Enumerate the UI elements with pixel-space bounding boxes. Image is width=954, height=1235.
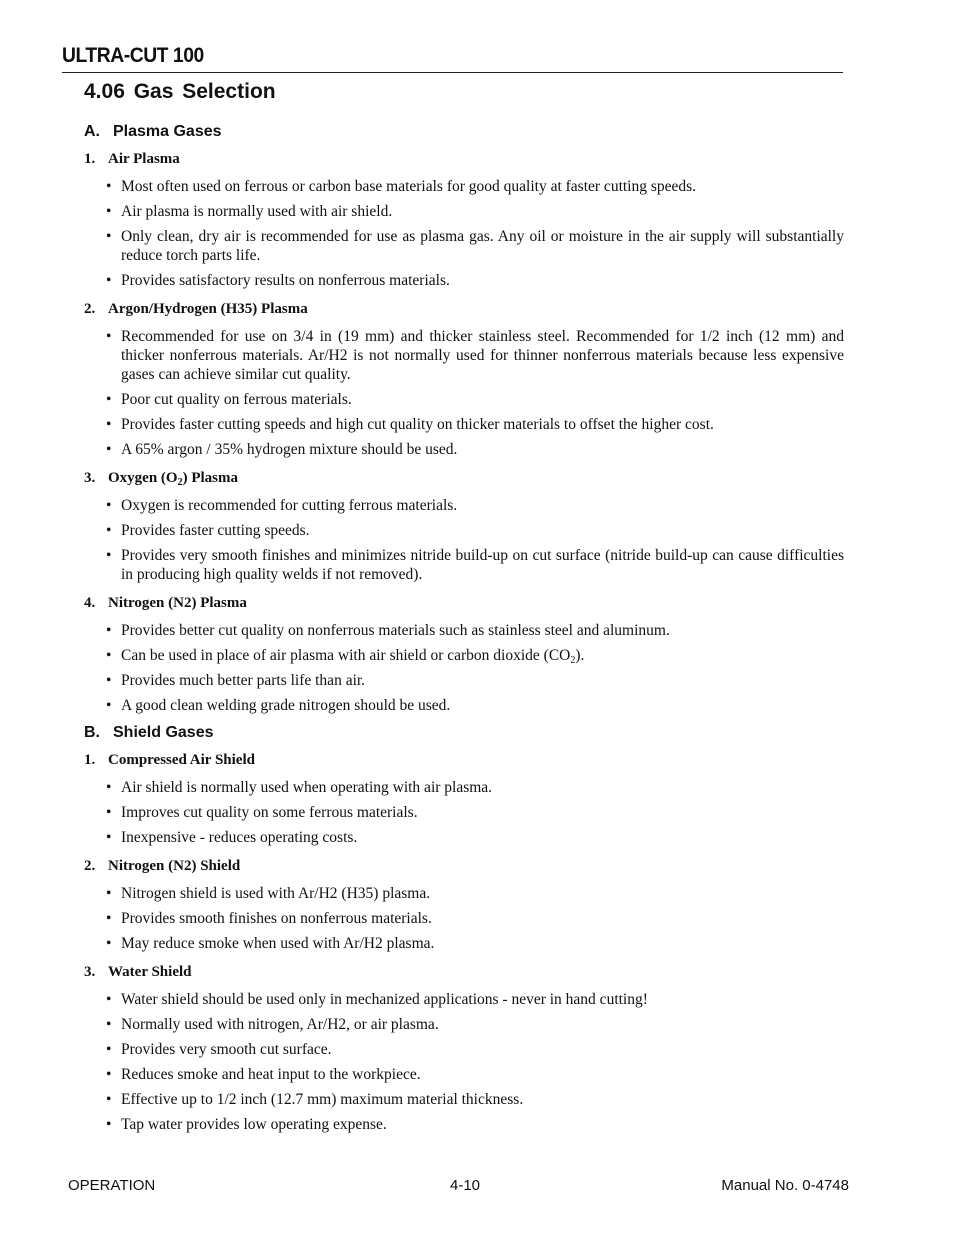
- gas-title: Argon/Hydrogen (H35) Plasma: [108, 301, 308, 317]
- bullet-icon: •: [106, 272, 112, 289]
- bullet-list: [84, 174, 844, 290]
- subsection-letter: B.: [84, 724, 100, 741]
- list-item: [84, 202, 844, 221]
- bullet-text: Provides better cut quality on nonferrous materials such as stainless steel and aluminum.: [121, 622, 670, 639]
- bullet-icon: •: [106, 1041, 112, 1058]
- bullet-text-pre: Can be used in place of air plasma with air shield or carbon dioxide (CO: [121, 647, 571, 664]
- list-item: [84, 546, 844, 584]
- gas-title-subscript: 2: [177, 477, 183, 488]
- bullet-text: Air shield is normally used when operating with air plasma.: [121, 779, 493, 796]
- bullet-icon: •: [106, 328, 112, 345]
- list-item: [84, 696, 844, 715]
- bullet-icon: •: [106, 391, 112, 408]
- bullet-text: Water shield should be used only in mechanized applications - never in hand cutting!: [121, 991, 648, 1008]
- gas-number: 3.: [84, 470, 96, 486]
- bullet-icon: •: [106, 1091, 112, 1108]
- gas-heading: [84, 296, 844, 324]
- gas-title: Air Plasma: [108, 151, 180, 167]
- list-item: [84, 909, 844, 928]
- bullet-text: Nitrogen shield is used with Ar/H2 (H35) plasma.: [121, 885, 431, 902]
- bullet-icon: •: [106, 1066, 112, 1083]
- bullet-text: Normally used with nitrogen, Ar/H2, or air plasma.: [121, 1016, 439, 1033]
- bullet-text: Poor cut quality on ferrous materials.: [121, 391, 352, 408]
- footer-page-number: 4-10: [450, 1177, 481, 1194]
- gas-number: 3.: [84, 964, 96, 980]
- bullet-icon: •: [106, 228, 112, 245]
- gas-number: 1.: [84, 151, 96, 167]
- list-item: [84, 1015, 844, 1034]
- bullet-text-post: ).: [575, 647, 585, 664]
- document-content: [84, 120, 844, 1140]
- bullet-icon: •: [106, 697, 112, 714]
- bullet-icon: •: [106, 910, 112, 927]
- list-item: [84, 1090, 844, 1109]
- bullet-list: [84, 618, 844, 715]
- bullet-list: [84, 987, 844, 1134]
- list-item: [84, 496, 844, 515]
- list-item: [84, 828, 844, 847]
- gas-title-pre: Oxygen (O: [108, 470, 178, 486]
- bullet-text: Provides very smooth cut surface.: [121, 1041, 332, 1058]
- bullet-list: [84, 775, 844, 847]
- list-item: [84, 990, 844, 1009]
- bullet-text: Provides faster cutting speeds and high cut quality on thicker materials to offset the higher cost.: [121, 416, 714, 433]
- list-item: [84, 521, 844, 540]
- subsection-title: Plasma Gases: [113, 123, 222, 140]
- subsection-heading: [84, 721, 844, 747]
- bullet-icon: •: [106, 885, 112, 902]
- bullet-list: [84, 881, 844, 953]
- bullet-text: Provides faster cutting speeds.: [121, 522, 310, 539]
- footer-section: OPERATION: [68, 1177, 156, 1194]
- bullet-text: Effective up to 1/2 inch (12.7 mm) maximum material thickness.: [121, 1091, 524, 1108]
- gas-heading: [84, 465, 844, 493]
- bullet-icon: •: [106, 203, 112, 220]
- bullet-text-subscript: 2: [570, 655, 576, 666]
- bullet-text: A good clean welding grade nitrogen should be used.: [121, 697, 451, 714]
- list-item: [84, 227, 844, 265]
- bullet-text: Air plasma is normally used with air shield.: [121, 203, 393, 220]
- list-item: [84, 934, 844, 953]
- bullet-icon: •: [106, 779, 112, 796]
- list-item: [84, 1115, 844, 1134]
- bullet-icon: •: [106, 622, 112, 639]
- bullet-icon: •: [106, 416, 112, 433]
- bullet-text: Recommended for use on 3/4 in (19 mm) and thicker stainless steel. Recommended for 1/2 inch (12 mm) and thicker nonferrous materials. Ar/H2 is not normally used for thinner nonferrous materials because less expensive gases can achieve similar cut quality.: [121, 328, 844, 383]
- subsection-letter: A.: [84, 123, 100, 140]
- bullet-list: [84, 493, 844, 584]
- bullet-icon: •: [106, 497, 112, 514]
- gas-title-post: ) Plasma: [182, 470, 239, 486]
- header-product-title: ULTRA-CUT 100: [62, 44, 204, 67]
- bullet-icon: •: [106, 829, 112, 846]
- gas-number: 2.: [84, 858, 96, 874]
- bullet-list: [84, 324, 844, 459]
- bullet-text: Oxygen is recommended for cutting ferrous materials.: [121, 497, 458, 514]
- bullet-text: Provides smooth finishes on nonferrous materials.: [121, 910, 432, 927]
- bullet-icon: •: [106, 1116, 112, 1133]
- list-item: [84, 390, 844, 409]
- bullet-icon: •: [106, 991, 112, 1008]
- bullet-icon: •: [106, 522, 112, 539]
- gas-number: 1.: [84, 752, 96, 768]
- bullet-icon: •: [106, 441, 112, 458]
- gas-heading: [84, 590, 844, 618]
- list-item: [84, 671, 844, 690]
- list-item: [84, 271, 844, 290]
- header-rule: [62, 72, 843, 73]
- bullet-text: A 65% argon / 35% hydrogen mixture should be used.: [121, 441, 458, 458]
- gas-number: 2.: [84, 301, 96, 317]
- bullet-icon: •: [106, 1016, 112, 1033]
- bullet-icon: •: [106, 804, 112, 821]
- gas-heading: [84, 959, 844, 987]
- list-item: [84, 646, 844, 665]
- bullet-text: Improves cut quality on some ferrous materials.: [121, 804, 418, 821]
- list-item: [84, 1065, 844, 1084]
- gas-number: 4.: [84, 595, 96, 611]
- bullet-icon: •: [106, 178, 112, 195]
- section-title: 4.06 Gas Selection: [84, 80, 276, 103]
- bullet-text: Reduces smoke and heat input to the workpiece.: [121, 1066, 421, 1083]
- bullet-text: Provides satisfactory results on nonferrous materials.: [121, 272, 450, 289]
- bullet-text: May reduce smoke when used with Ar/H2 plasma.: [121, 935, 435, 952]
- bullet-text: Most often used on ferrous or carbon base materials for good quality at faster cutting speeds.: [121, 178, 697, 195]
- bullet-text: Provides much better parts life than air.: [121, 672, 366, 689]
- list-item: [84, 415, 844, 434]
- list-item: [84, 778, 844, 797]
- bullet-icon: •: [106, 935, 112, 952]
- subsection-heading: [84, 120, 844, 146]
- bullet-text: Inexpensive - reduces operating costs.: [121, 829, 358, 846]
- bullet-icon: •: [106, 547, 112, 564]
- list-item: [84, 803, 844, 822]
- bullet-text: Tap water provides low operating expense.: [121, 1116, 387, 1133]
- gas-heading: [84, 853, 844, 881]
- list-item: [84, 177, 844, 196]
- list-item: [84, 621, 844, 640]
- bullet-text: Only clean, dry air is recommended for use as plasma gas. Any oil or moisture in the air supply will substantially reduce torch parts life.: [121, 228, 844, 264]
- footer-manual-number: Manual No. 0-4748: [721, 1177, 849, 1194]
- gas-title: Compressed Air Shield: [108, 752, 255, 768]
- list-item: [84, 440, 844, 459]
- gas-title: Nitrogen (N2) Plasma: [108, 595, 247, 611]
- gas-heading: [84, 747, 844, 775]
- gas-title: Water Shield: [108, 964, 192, 980]
- list-item: [84, 884, 844, 903]
- bullet-icon: •: [106, 672, 112, 689]
- gas-heading: [84, 146, 844, 174]
- bullet-text: Provides very smooth finishes and minimizes nitride build-up on cut surface (nitride build-up can cause difficulties in producing high quality welds if not removed).: [121, 547, 844, 583]
- bullet-icon: •: [106, 647, 112, 664]
- gas-title: Nitrogen (N2) Shield: [108, 858, 241, 874]
- list-item: [84, 1040, 844, 1059]
- list-item: [84, 327, 844, 384]
- subsection-title: Shield Gases: [113, 724, 214, 741]
